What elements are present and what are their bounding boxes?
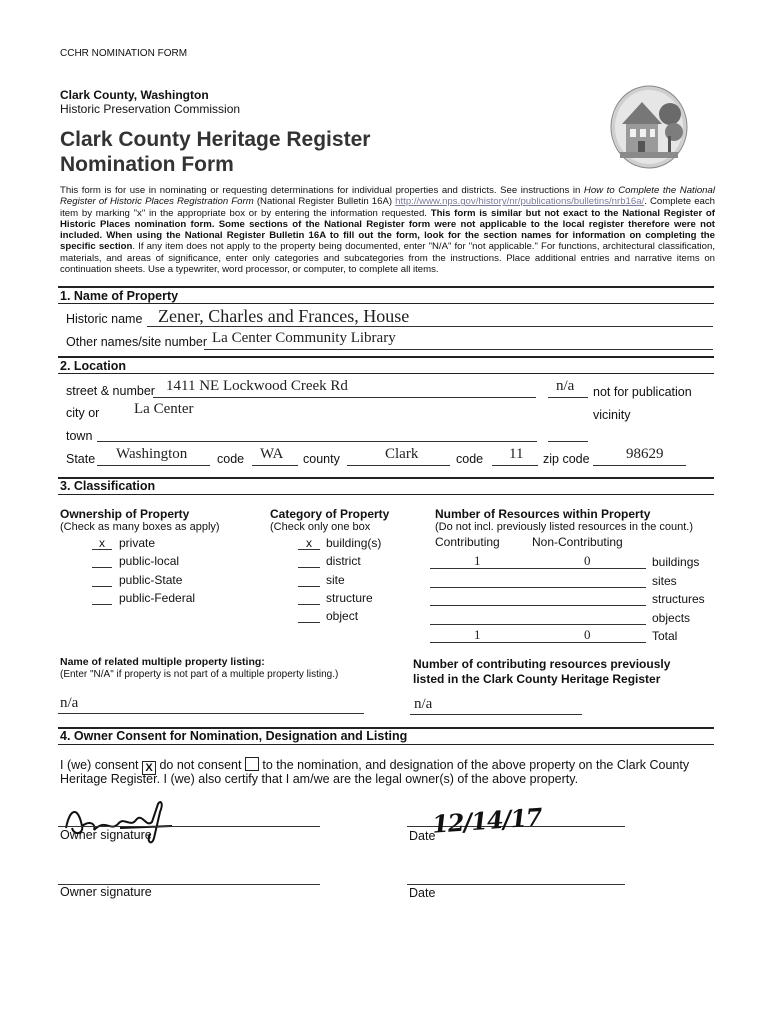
noncontributing-count[interactable]: 0 <box>584 627 591 642</box>
prev-listed-title-1: Number of contributing resources previously <box>413 657 671 671</box>
county-name: Clark County, Washington <box>60 88 209 102</box>
section-2-heading: 2. Location <box>60 359 126 373</box>
contributing-label: Contributing <box>435 535 500 549</box>
noncontributing-label: Non-Contributing <box>532 535 623 549</box>
section-3-heading: 3. Classification <box>60 479 156 493</box>
owner-signature-label-2: Owner signature <box>60 885 152 899</box>
contributing-count[interactable]: 1 <box>474 553 481 568</box>
resource-type-label: sites <box>652 573 677 588</box>
contributing-count[interactable]: 1 <box>474 627 481 642</box>
mpl-sub: (Enter "N/A" if property is not part of a multiple property listing.) <box>60 669 339 680</box>
category-blank[interactable] <box>298 622 320 623</box>
nfp-label: not for publication <box>593 385 692 399</box>
date-label: Date <box>409 829 436 843</box>
ownership-sub: (Check as many boxes as apply) <box>60 521 220 533</box>
mpl-value[interactable]: n/a <box>60 695 79 711</box>
ownership-option: public-State <box>119 572 183 587</box>
zip-value[interactable]: 98629 <box>626 446 664 462</box>
county-value[interactable]: Clark <box>385 446 419 462</box>
vicinity-label: vicinity <box>593 408 631 422</box>
no-consent-checkbox[interactable] <box>245 757 259 771</box>
category-blank[interactable] <box>298 586 320 587</box>
category-mark[interactable]: x <box>306 536 312 550</box>
section-4-heading: 4. Owner Consent for Nomination, Designation and Listing <box>60 729 408 743</box>
ownership-option: public-local <box>119 554 180 569</box>
consent-line-2: Heritage Register. I (we) also certify that I am/we are the legal owner(s) of the above property. <box>60 772 579 786</box>
prev-listed-title-2: listed in the Clark County Heritage Register <box>413 672 661 686</box>
bulletin-link[interactable]: http://www.nps.gov/history/nr/publications/bulletins/nrb16a/ <box>395 196 645 208</box>
ownership-blank[interactable] <box>92 604 112 605</box>
town-label: town <box>66 429 93 443</box>
category-option: object <box>326 609 359 624</box>
consent-checkbox[interactable]: X <box>142 761 156 775</box>
owner-signature-label: Owner signature <box>60 828 152 842</box>
state-label: State <box>66 452 96 466</box>
historic-name-value[interactable]: Zener, Charles and Frances, House <box>158 306 410 326</box>
street-label: street & number <box>66 384 155 398</box>
county-code-value[interactable]: 11 <box>509 446 524 462</box>
ownership-blank[interactable] <box>92 586 112 587</box>
street-value[interactable]: 1411 NE Lockwood Creek Rd <box>166 378 348 394</box>
nfp-value[interactable]: n/a <box>556 378 575 394</box>
category-option: district <box>326 554 361 569</box>
ownership-title: Ownership of Property <box>60 507 190 521</box>
section-1-heading: 1. Name of Property <box>60 289 179 303</box>
resource-type-label: structures <box>652 592 705 606</box>
state-value[interactable]: Washington <box>116 446 188 462</box>
code-value[interactable]: WA <box>260 446 284 462</box>
resources-sub: (Do not incl. previously listed resources in the count.) <box>435 521 694 533</box>
commission-name: Historic Preservation Commission <box>60 102 241 116</box>
category-title: Category of Property <box>270 507 390 521</box>
county-label: county <box>303 452 340 466</box>
county-code-label: code <box>456 452 484 466</box>
resource-type-label: buildings <box>652 555 700 569</box>
prev-listed-value[interactable]: n/a <box>414 696 433 712</box>
city-value[interactable]: La Center <box>134 401 194 417</box>
category-sub: (Check only one box <box>270 521 371 533</box>
mpl-title: Name of related multiple property listing: <box>60 656 265 668</box>
date-value[interactable]: 12/14/17 <box>431 802 543 839</box>
code-label: code <box>217 452 245 466</box>
noncontributing-count[interactable]: 0 <box>584 553 591 568</box>
category-blank[interactable] <box>298 604 320 605</box>
resource-type-label: Total <box>652 629 678 643</box>
category-blank[interactable] <box>298 567 320 568</box>
form-code: CCHR NOMINATION FORM <box>60 48 188 59</box>
intro-paragraph: This form is for use in nominating or requesting determinations for individual properties and districts. See instructions in How to Complete the National Register of Historic Places Registration Form (National Register Bulletin 16A) http://www.nps.gov/history/nr/publications/bulletins/nrb16a/. Complete each item by marking "x" in the appropriate box or by entering the information requested. This form is similar but not exact to the National Register of Historic Places nomination form. Some sections of the National Register form were not applicable to the local register therefore were not included. When using the National Register Bulletin 16A to fill out the form, look for the section names for information on completing the specific section. If any item does not apply to the property being documented, enter "N/A" for "not applicable." For functions, architectural classification, materials, and areas of significance, enter only categories and subcategories from the instructions. Place additional entries and narrative items on continuation sheets. Use a typewriter, word processor, or computer, to complete all items. <box>60 185 715 276</box>
ownership-option: private <box>119 536 156 550</box>
category-option: building(s) <box>326 536 382 550</box>
ownership-blank[interactable] <box>92 567 112 568</box>
other-names-value[interactable]: La Center Community Library <box>212 330 396 346</box>
ownership-mark[interactable]: x <box>99 536 105 550</box>
resources-title: Number of Resources within Property <box>435 507 651 521</box>
page-title: Clark County Heritage Register Nomination Form <box>60 128 371 176</box>
ownership-option: public-Federal <box>119 590 196 605</box>
city-label: city or <box>66 406 100 420</box>
resource-type-label: objects <box>652 610 691 625</box>
category-option: structure <box>326 590 373 605</box>
category-option: site <box>326 572 345 587</box>
consent-line-1: I (we) consent X do not consent to the nomination, and designation of the above property on the Clark County <box>60 758 690 774</box>
historic-name-label: Historic name <box>66 312 143 326</box>
date-label-2: Date <box>409 886 436 900</box>
historic-house-seal-icon <box>608 84 690 170</box>
other-names-label: Other names/site number <box>66 335 208 349</box>
zip-label: zip code <box>543 452 590 466</box>
